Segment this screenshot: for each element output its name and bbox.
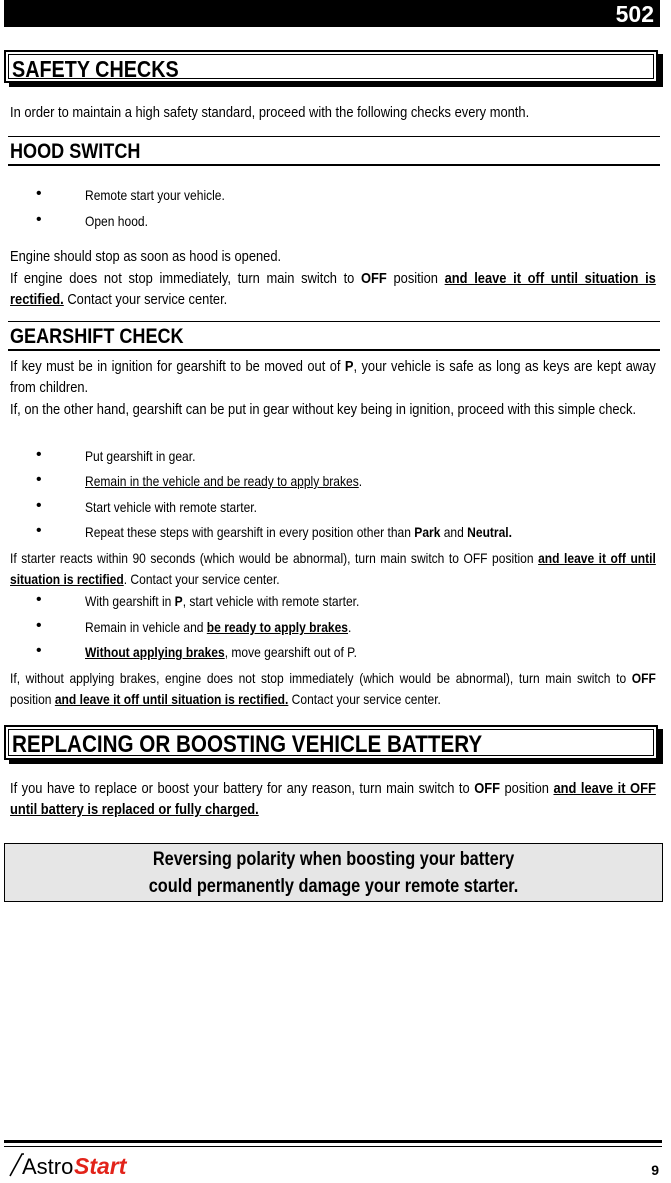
hood-title: HOOD SWITCH <box>10 140 141 163</box>
gear-paragraph-2: If, on the other hand, gearshift can be put in gear without key being in ignition, proceed with this simple check. <box>10 401 637 418</box>
hood-paragraph-2: If engine does not stop immediately, turn main switch to OFF position and leave it off until situation is rectified. Contact your service center. <box>10 270 656 308</box>
header-bar <box>4 0 660 27</box>
section-title-battery <box>4 725 658 760</box>
heading-hood-switch <box>8 136 660 166</box>
logo-astro: Astro <box>22 1154 74 1178</box>
battery-title: REPLACING OR BOOSTING VEHICLE BATTERY <box>12 731 483 758</box>
gear-title: GEARSHIFT CHECK <box>10 325 184 348</box>
warning-line-1: Reversing polarity when boosting your battery <box>152 849 515 870</box>
footer-rule <box>4 1140 662 1143</box>
battery-paragraph: If you have to replace or boost your battery for any reason, turn main switch to OFF position and leave it OFF until battery is replaced or fully charged. <box>10 780 656 818</box>
heading-gearshift-check <box>8 321 660 351</box>
warning-line-2: could permanently damage your remote starter. <box>148 876 519 897</box>
gear-paragraph-4: If, without applying brakes, engine does not stop immediately (which would be abnormal), turn main switch to OFF position and leave it off until situation is rectified. Contact your service center. <box>10 670 656 707</box>
safety-title: SAFETY CHECKS <box>12 56 179 82</box>
gear-paragraph-3: If starter reacts within 90 seconds (which would be abnormal), turn main switch to OFF position and leave it off until situation is rectified. Contact your service center. <box>10 550 656 587</box>
section-title-safety-checks <box>4 50 658 83</box>
gear-paragraph-1: If key must be in ignition for gearshift to be moved out of P, your vehicle is safe as long as keys are kept away from children. <box>10 358 656 396</box>
hood-paragraph-1: Engine should stop as soon as hood is opened. <box>10 248 282 265</box>
model-number: 502 <box>615 1 654 27</box>
logo-start: Start <box>74 1153 127 1178</box>
warning-box <box>4 843 663 902</box>
page-number: 9 <box>651 1162 659 1178</box>
astrostart-logo <box>8 1150 148 1178</box>
footer-rule-thin <box>4 1146 662 1147</box>
safety-intro: In order to maintain a high safety standard, proceed with the following checks every month. <box>10 104 530 121</box>
